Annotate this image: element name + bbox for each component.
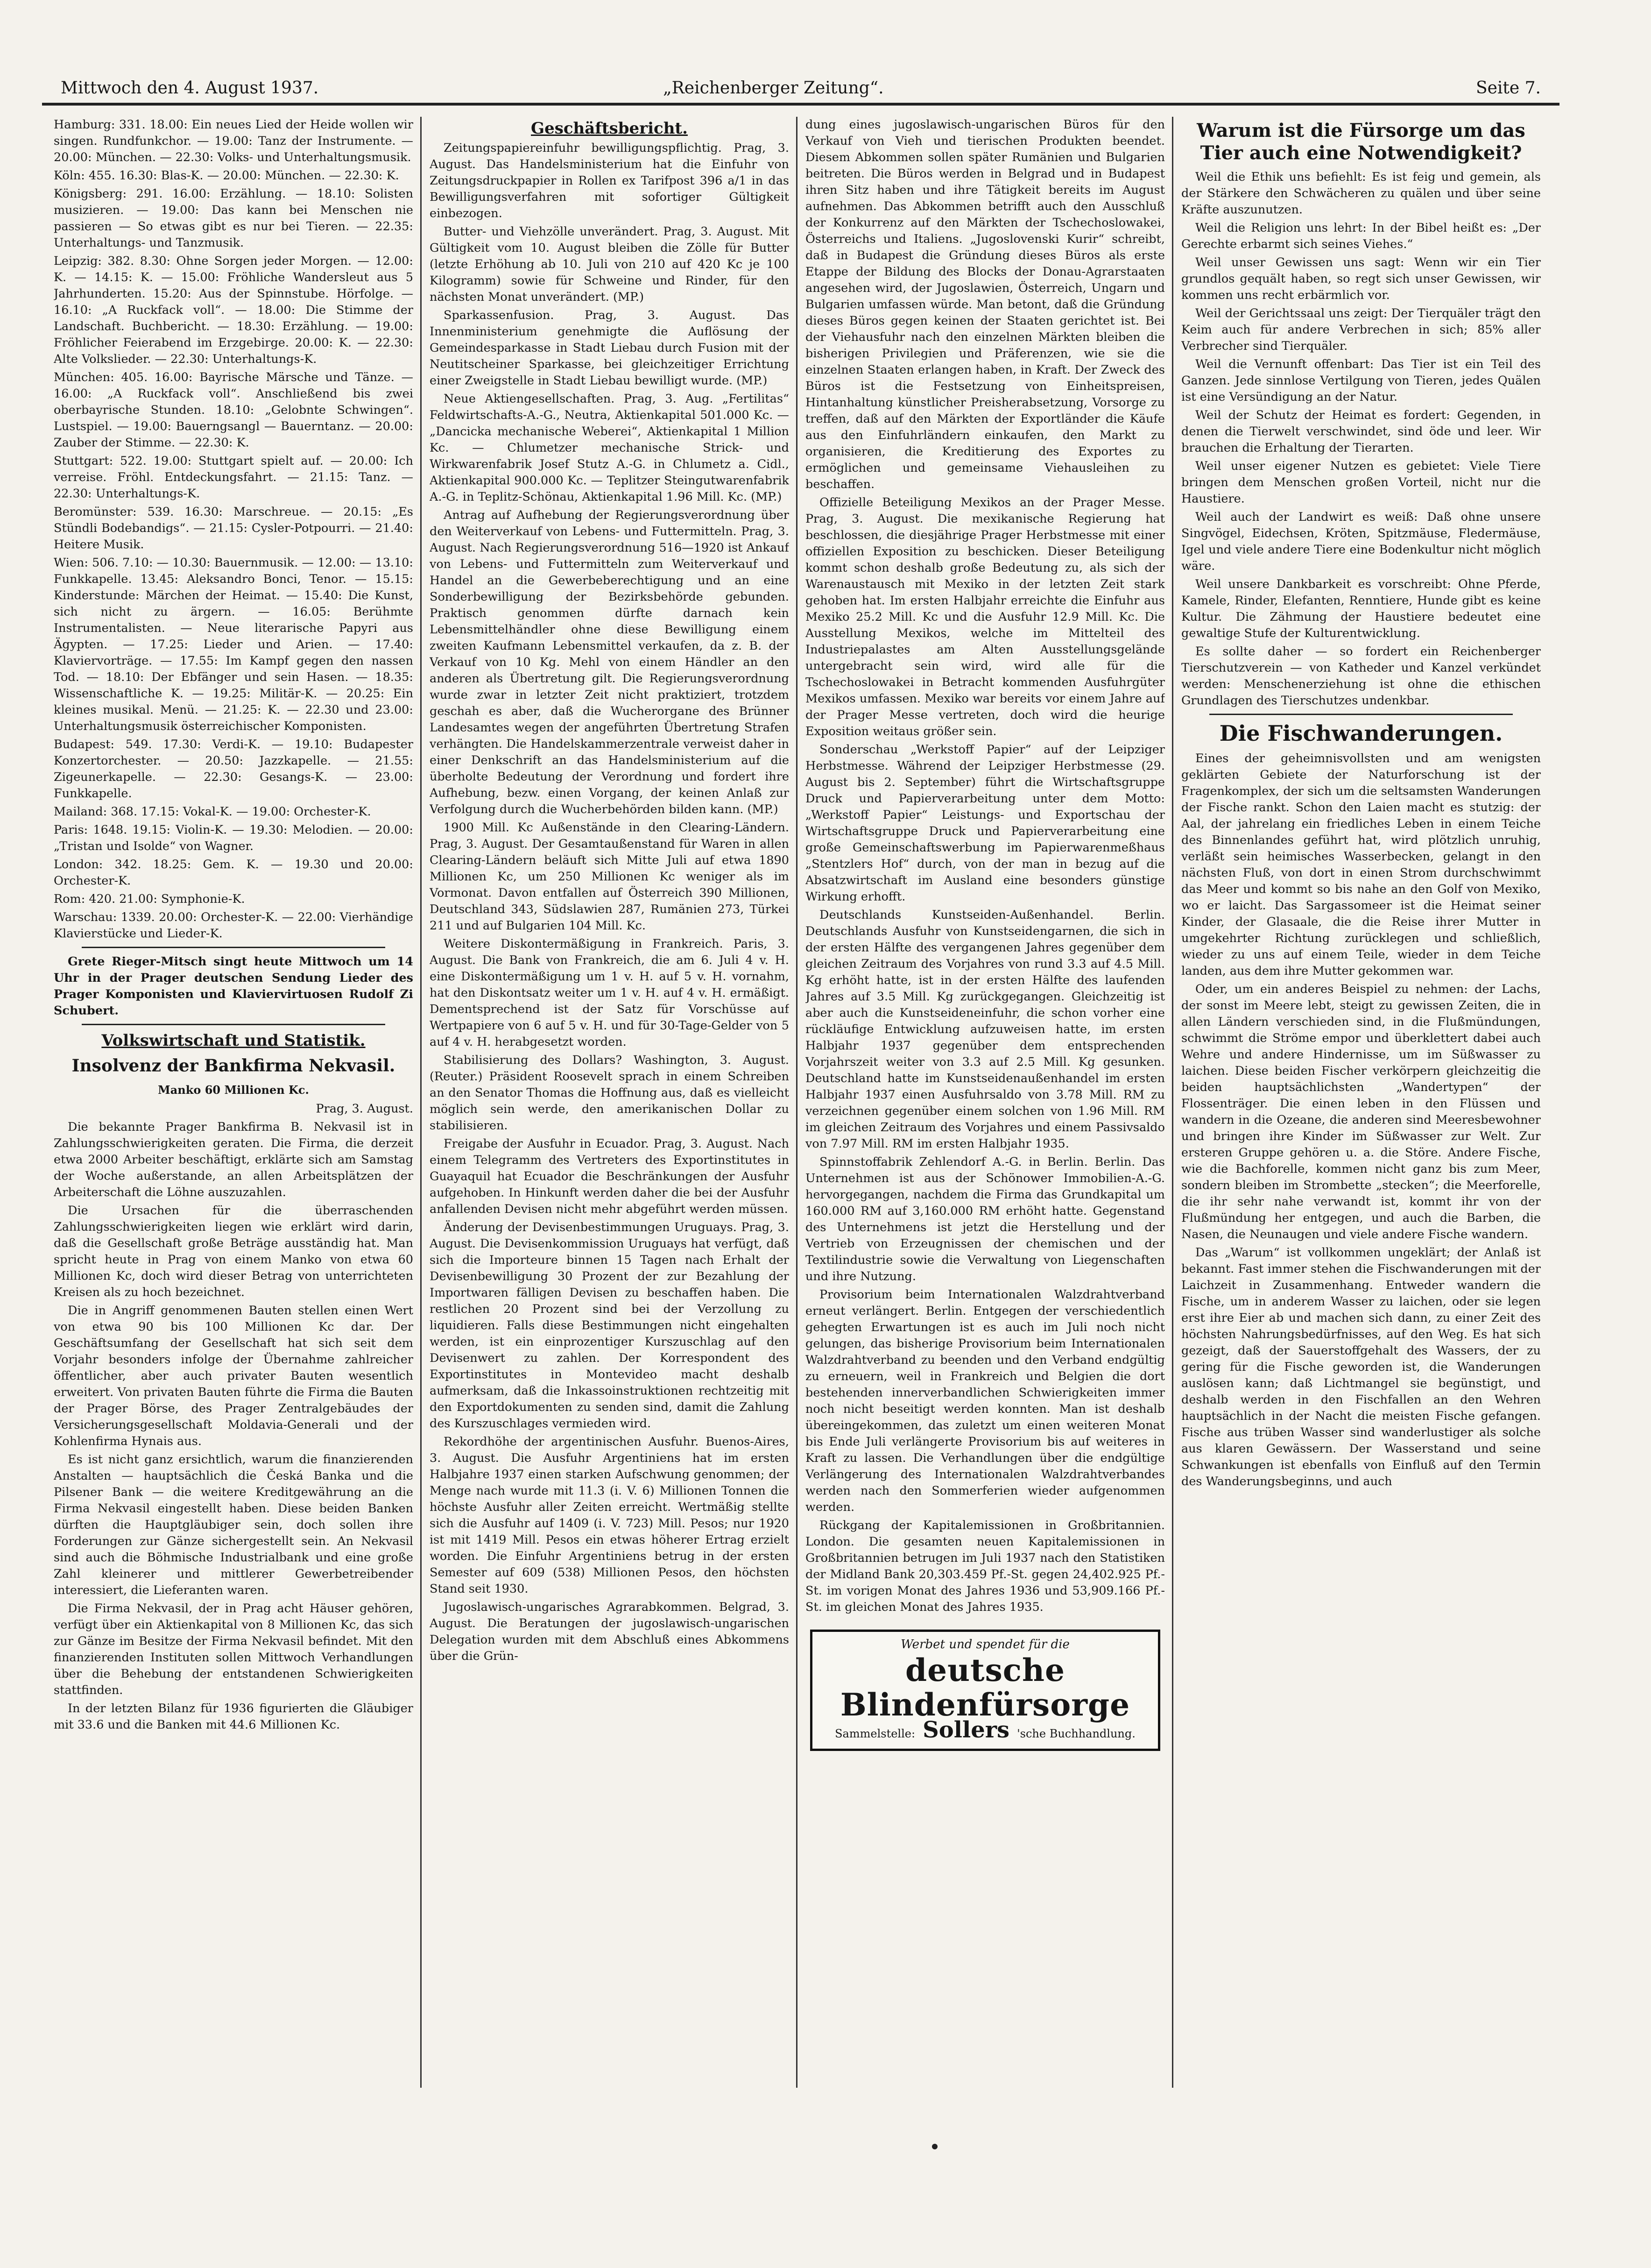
article-paragraph: Die Firma Nekvasil, der in Prag acht Häuser gehören, verfügt über ein Aktienkapital von 8 Millionen Kc, das sich zur Gänze im Besitze der Firma Nekvasil befindet. Mit den finanzierenden Instituten sollen Mittwoch Verhandlungen über die Behebung der entstandenen Schwierigkeiten stattfinden.	[54, 1602, 413, 1697]
column-radio-economy	[54, 117, 413, 2088]
section-title: Volkswirtschaft und Statistik.	[101, 1031, 366, 1050]
radio-entry: Leipzig: 382. 8.30: Ohne Sorgen jeder Morgen. — 12.00: K. — 14.15: K. — 15.00: Fröhliche Wandersleut aus 5 Jahrhunderten. 15.20: Aus der Spinnstube. Hörfolge. — 16.10: „A Ruckfack voll“. — 18.00: Die Stimme der Landschaft. Buchbericht. — 18.30: Erzählung. — 19.00: Fröhlicher Feierabend im Erzgebirge. 20.00: K. — 22.30: Alte Volkslieder. — 22.30: Unterhaltungs-K.	[54, 254, 413, 366]
article-paragraph: Weil unser eigener Nutzen es gebietet: Viele Tiere bringen dem Menschen großen Vorteil, nicht nur die Haustiere.	[1181, 459, 1541, 506]
news-item: Änderung der Devisenbestimmungen Uruguays. Prag, 3. August. Die Devisenkommission Uruguays hat verfügt, daß sich die Importeure binnen 15 Tagen nach Erhalt der Devisenbewilligung 30 Prozent der zur Bezahlung der Importwaren fälligen Devisen zu beschaffen haben. Die restlichen 20 Prozent sind bei der Verzollung zu liquidieren. Falls diese Bestimmungen nicht eingehalten werden, ist ein einprozentiger Kurszuschlag auf den Devisenwert zu zahlen. Der Korrespondent des Exportinstitutes in Montevideo macht deshalb aufmerksam, daß die Inkassoinstruktionen rechtzeitig mit den Exportdokumenten zu senden sind, damit die Zahlung des Kurszuschlages vermieden wird.	[430, 1220, 789, 1431]
column-divider	[796, 117, 797, 2088]
article-paragraph: Weil unser Gewissen uns sagt: Wenn wir ein Tier grundlos gequält haben, so regt sich unser Gewissen, wir kommen uns recht erbärmlich vor.	[1181, 255, 1541, 302]
masthead	[42, 75, 1559, 106]
page-mark-dot	[932, 2144, 938, 2149]
article-paragraph: Weil die Ethik uns befiehlt: Es ist feig und gemein, als der Stärkere den Schwächeren zu quälen und über seine Kräfte auszunutzen.	[1181, 170, 1541, 217]
ad-label: Sammelstelle:	[835, 1727, 916, 1740]
radio-entry: Königsberg: 291. 16.00: Erzählung. — 18.10: Solisten musizieren. — 19.00: Das kann bei Menschen nie passieren — So etwas gibt es nur bei Tieren. — 22.35: Unterhaltungs- und Tanzmusik.	[54, 187, 413, 250]
article-paragraph: In der letzten Bilanz für 1936 figurierten die Gläubiger mit 33.6 und die Banken mit 44.6 Millionen Kc.	[54, 1701, 413, 1732]
news-item: Offizielle Beteiligung Mexikos an der Prager Messe. Prag, 3. August. Die mexikanische Regierung hat beschlossen, die diesjährige Prager Herbstmesse mit einer offiziellen Exposition zu beschicken. Dieser Beteiligung kommt schon deshalb große Bedeutung zu, als sich der Warenaustausch mit Mexiko in der letzten Zeit stark gehoben hat. Im ersten Halbjahr erreichte die Einfuhr aus Mexiko 25.2 Mill. Kc und die Ausfuhr 12.9 Mill. Kc. Die Ausstellung Mexikos, welche im Mittelteil des Industriepalastes am Alten Ausstellungsgelände untergebracht sein wird, wird alle für die Tschechoslowakei in Betracht kommenden Ausfuhrgüter Mexikos umfassen. Mexiko war bereits vor einem Jahre auf der Prager Messe vertreten, doch wird die heurige Exposition weitaus größer sein.	[805, 496, 1165, 738]
ad-bookstore-name: Sollers	[923, 1717, 1010, 1743]
news-item: Freigabe der Ausfuhr in Ecuador. Prag, 3. August. Nach einem Telegramm des Vertreters des Exportinstitutes in Guayaquil hat Ecuador die Beschränkungen der Ausfuhr aufgehoben. In Hinkunft werden daher die bei der Ausfuhr anfallenden Devisen nicht mehr abgeführt werden müssen.	[430, 1137, 789, 1216]
column-business-continued	[805, 117, 1165, 2088]
article-paragraph: Weil auch der Landwirt es weiß: Daß ohne unsere Singvögel, Eidechsen, Kröten, Spitzmäuse, Fledermäuse, Igel und viele andere Tiere eine Bodenkultur nicht möglich wäre.	[1181, 510, 1541, 573]
section-title: Geschäftsbericht.	[531, 119, 688, 138]
radio-entry: Beromünster: 539. 16.30: Marschreue. — 20.15: „Es Stündli Bodebandigs“. — 21.15: Cysler-Potpourri. — 21.40: Heitere Musik.	[54, 505, 413, 552]
article-paragraph: Die Ursachen für die überraschenden Zahlungsschwierigkeiten liegen wie erklärt wird darin, daß die Gesellschaft große Beträge ausständig hat. Man spricht heute in Prag von einem Manko von etwa 60 Millionen Kc, doch wird dieser Betrag von unterrichteten Kreisen als zu hoch bezeichnet.	[54, 1204, 413, 1299]
article-paragraph: Die bekannte Prager Bankfirma B. Nekvasil ist in Zahlungsschwierigkeiten geraten. Die Firma, die derzeit etwa 2000 Arbeiter beschäftigt, erklärte sich am Samstag der Woche außerstande, an allen Arbeitsplätzen der Arbeiterschaft die Löhne auszuzahlen.	[54, 1120, 413, 1199]
news-item: Weitere Diskontermäßigung in Frankreich. Paris, 3. August. Die Bank von Frankreich, die am 6. Juli 4 v. H. eine Diskontermäßigung um 1 v. H. auf 5 v. H. vornahm, hat den Diskontsatz weiter um 1 v. H. auf 4 v. H. ermäßigt. Dementsprechend ist der Satz für Vorschüsse auf Wertpapiere von 6 auf 5 v. H. und für 30-Tage-Gelder von 5 auf 4 v. H. herabgesetzt worden.	[430, 937, 789, 1049]
radio-entry: Rom: 420. 21.00: Symphonie-K.	[54, 892, 245, 906]
ad-bottom-line	[818, 1717, 1152, 1743]
radio-entry: Mailand: 368. 17.15: Vokal-K. — 19.00: Orchester-K.	[54, 805, 371, 819]
news-item: Rekordhöhe der argentinischen Ausfuhr. Buenos-Aires, 3. August. Die Ausfuhr Argentiniens hat im ersten Halbjahre 1937 einen starken Aufschwung genommen; der Menge nach wurde mit 11.3 (i. V. 6) Millionen Tonnen die höchste Ausfuhr aller Zeiten erreicht. Wertmäßig stellte sich die Ausfuhr auf 1409 (i. V. 723) Mill. Pesos; nur 1920 ist mit 1419 Mill. Pesos ein etwas höherer Ertrag erzielt worden. Die Einfuhr Argentiniens betrug in der ersten Semester auf 609 (538) Millionen Pesos, den höchsten Stand seit 1930.	[430, 1435, 789, 1596]
article-paragraph: Weil der Gerichtssaal uns zeigt: Der Tierquäler trägt den Keim auch für andere Verbrechen in sich; 85% aller Verbrecher sind Tierquäler.	[1181, 306, 1541, 353]
article-paragraph: Die in Angriff genommenen Bauten stellen einen Wert von etwa 90 bis 100 Millionen Kc dar. Der Geschäftsumfang der Gesellschaft hat sich seit dem Vorjahr besonders infolge der Übernahme zahlreicher öffentlicher, aber auch privater Bauten wesentlich erweitert. Von privaten Bauten führte die Firma die Bauten der Prager Börse, des Prager Zentralgebäudes der Versicherungsgesellschaft Moldavia-Generali und der Kohlenfirma Hynais aus.	[54, 1304, 413, 1448]
radio-entry: München: 405. 16.00: Bayrische Märsche und Tänze. — 16.00: „A Ruckfack voll“. Anschließend bis zwei oberbayrische Stunden. 18.10: „Gelobnte Schwingen“. Lustspiel. — 19.00: Bauerngsangl — Bauerntanz. — 20.00: Zauber der Stimme. — 22.30: K.	[54, 370, 413, 450]
radio-entry: London: 342. 18.25: Gem. K. — 19.30 und 20.00: Orchester-K.	[54, 858, 413, 888]
radio-entry: Hamburg: 331. 18.00: Ein neues Lied der Heide wollen wir singen. Rundfunkchor. — 19.00: Tanz der Instrumente. — 20.00: München. — 22.30: Volks- und Unterhaltungsmusik.	[54, 118, 413, 164]
radio-program-list	[54, 117, 413, 942]
news-item: Provisorium beim Internationalen Walzdrahtverband erneut verlängert. Berlin. Entgegen der verschiedentlich gehegten Erwartungen ist es auch im Juli noch nicht gelungen, das bisherige Provisorium beim Internationalen Walzdrahtverband zu beenden und den Verband endgültig zu erneuern, weil in Frankreich und Belgien die dort bestehenden innerverbandlichen Schwierigkeiten immer noch nicht beseitigt werden konnten. Man ist deshalb übereingekommen, das zuletzt um einen weiteren Monat bis Ende Juli verlängerte Provisorium bis auf weiteres in Kraft zu lassen. Die Verhandlungen über die endgültige Verlängerung des Internationalen Walzdrahtverbandes werden nach den Sommerferien wieder aufgenommen werden.	[805, 1288, 1165, 1514]
radio-entry: Warschau: 1339. 20.00: Orchester-K. — 22.00: Vierhändige Klavierstücke und Lieder-K.	[54, 910, 413, 941]
radio-notice: Grete Rieger-Mitsch singt heute Mittwoch um 14 Uhr in der Prager deutschen Sendung Lieder des Prager Komponisten und Klaviervirtuosen Rudolf Zi Schubert.	[54, 955, 413, 1018]
masthead-page-number: Seite 7.	[1475, 78, 1541, 98]
news-item: Sonderschau „Werkstoff Papier“ auf der Leipziger Herbstmesse. Während der Leipziger Herbstmesse (29. August bis 2. September) führt die Wirtschaftsgruppe Druck und Papierverarbeitung unter dem Motto: „Werkstoff Papier“ Leistungs- und Exportschau der Wirtschaftsgruppe Druck und Papierverarbeitung eine große Gemeinschaftswerbung im Papierwarenmeßhaus „Stentzlers Hof“ durch, von der man in bezug auf die Absatzwirtschaft im Ausland eine besonders günstige Wirkung erhofft.	[805, 743, 1165, 904]
advertisement-blind-care	[810, 1630, 1160, 1751]
column-divider	[420, 117, 422, 2088]
newspaper-page	[42, 56, 1559, 2214]
news-item: dung eines jugoslawisch-ungarischen Büros für den Verkauf von Vieh und tierischen Produkten beendet. Diesem Abkommen sollen später Rumänien und Bulgarien beitreten. Die Büros werden in Belgrad und in Budapest ihren Sitz haben und ihre Tätigkeit bereits im August aufnehmen. Das Abkommen betrifft auch den Ausschluß der Konkurrenz auf den Märkten der Tschechoslowakei, Österreichs und Italiens. „Jugoslovenski Kurir“ schreibt, daß in Budapest die Gründung dieses Büros als erste Etappe der Bildung des Blocks der Donau-Agrarstaaten angesehen wird, der Jugoslawien, Österreich, Ungarn und Bulgarien umfassen würde. Man betont, daß die Gründung dieses Büros gegen keinen der Staaten gerichtet ist. Bei der Viehausfuhr nach den einzelnen Märkten bleiben die bisherigen Privilegien und Präferenzen, wie sie die einzelnen Staaten erlangen haben, in Kraft. Der Zweck des Büros ist die Festsetzung von Einheitspreisen, Hintanhaltung künstlicher Preisherabsetzung, Vorsorge zu treffen, daß auf den Märkten der Exportländer die Käufe aus den Einfuhrländern einkaufen, den Markt zu organisieren, die Kreditierung des Exportes zu ermöglichen und gemeinsame Viehausleihen zu beschaffen.	[805, 118, 1165, 491]
article-subhead: Manko 60 Millionen Kc.	[158, 1083, 309, 1097]
news-item: Rückgang der Kapitalemissionen in Großbritannien. London. Die gesamten neuen Kapitalemissionen in Großbritannien betrugen im Juli 1937 nach den Statistiken der Midland Bank 20,303.459 Pf.-St. gegen 24,402.925 Pf.-St. im vorigen Monat des Jahres 1936 und 53,909.166 Pf.-St. im gleichen Monat des Jahres 1935.	[805, 1518, 1165, 1614]
article-paragraph: Oder, um ein anderes Beispiel zu nehmen: der Lachs, der sonst im Meere lebt, steigt zu gewissen Zeiten, die in allen Ländern verschieden sind, in die Flußmündungen, schwimmt die Ströme empor und überklettert dabei auch Wehre und andere Hindernisse, um im Süßwasser zu laichen. Diese beiden Fischer verkörpern gleichzeitig die beiden hauptsächlichsten „Wandertypen“ der Flossenträger. Die einen leben in den Flüssen und wandern in die Ozeane, die anderen sind Meeresbewohner und bringen ihre Kinder im Süßwasser zur Welt. Zur ersteren Gruppe gehören u. a. die Störe. Andere Fische, wie die Bachforelle, kommen nicht ganz bis zum Meer, sondern bleiben im Strombette „stecken“; die Meerforelle, die ihr sehr nahe verwandt ist, kommt ihr von der Flußmündung her entgegen, und auch die Barben, die Nasen, die Neunaugen und viele andere Fische wandern.	[1181, 982, 1541, 1241]
article-headline: Warum ist die Fürsorge um das Tier auch eine Notwendigkeit?	[1197, 120, 1525, 164]
article-paragraph: Weil unsere Dankbarkeit es vorschreibt: Ohne Pferde, Kamele, Rinder, Elefanten, Renntiere, Hunde gibt es keine Kultur. Die Zähmung der Haustiere bedeutet eine gewaltige Stufe der Kulturentwicklung.	[1181, 577, 1541, 640]
radio-entry: Budapest: 549. 17.30: Verdi-K. — 19.10: Budapester Konzertorchester. — 20.50: Jazzkapelle. — 21.55: Zigeunerkapelle. — 22.30: Gesangs-K. — 23.00: Funkkapelle.	[54, 737, 413, 801]
masthead-date: Mittwoch den 4. August 1937.	[61, 78, 319, 98]
article-paragraph: Eines der geheimnisvollsten und am wenigsten geklärten Gebiete der Naturforschung ist der Fragenkomplex, der sich um die seltsamsten Wanderungen der Fische rankt. Schon den Laien macht es stutzig: der Aal, der jahrelang ein friedliches Leben in einem Teiche des Binnenlandes geführt hat, wird plötzlich unruhig, verläßt sein heimisches Wasserbecken, gelangt in den nächsten Fluß, von dort in einen Strom durchschwimmt das Meer und kommt so bis nahe an den Golf von Mexiko, wo er laicht. Das Sargassomeer ist die Heimat seiner Kinder, der Glasaale, die die Reise ihrer Mutter in umgekehrter Richtung zurücklegen und schließlich, wieder zu uns auf einem Teile, wieder in dem Teiche landen, aus dem ihre Mutter gekommen war.	[1181, 751, 1541, 978]
news-item: Butter- und Viehzölle unverändert. Prag, 3. August. Mit Gültigkeit vom 10. August bleiben die Zölle für Butter (letzte Erhöhung ab 10. Juli von 210 auf 420 Kc je 100 Kilogramm) sowie für Schweine und Rinder, für den nächsten Monat unverändert. (MP.)	[430, 225, 789, 304]
radio-entry: Wien: 506. 7.10: — 10.30: Bauernmusik. — 12.00: — 13.10: Funkkapelle. 13.45: Aleksandro Bonci, Tenor. — 15.15: Kinderstunde: Märchen der Heimat. — 15.40: Die Kunst, sich nicht zu ärgern. — 16.05: Berühmte Instrumentalisten. — Neue literarische Papyri aus Ägypten. — 17.25: Lieder und Arien. — 17.40: Klaviervorträge. — 17.55: Im Kampf gegen den nassen Tod. — 18.10: Der Ebfänger und sein Hasen. — 18.35: Wissenschaftliche K. — 19.25: Militär-K. — 20.25: Ein kleines musikal. Menü. — 21.25: K. — 22.30 und 23.00: Unterhaltungsmusik österreichischer Komponisten.	[54, 556, 413, 733]
column-animal-articles	[1181, 117, 1541, 2088]
article-paragraph: Es ist nicht ganz ersichtlich, warum die finanzierenden Anstalten — hauptsächlich die Česká Banka und die Pilsener Bank — die weitere Kreditgewährung an die Firma Nekvasil eingestellt haben. Diese beiden Banken dürften die Hauptgläubiger sein, doch sollen ihre Forderungen zur Gänze sichergestellt sein. An Nekvasil sind auch die Böhmische Industrialbank und eine große Zahl kleinerer und mittlerer Gewerbetreibender interessiert, die Lieferanten waren.	[54, 1453, 413, 1597]
column-business-report	[430, 117, 789, 2088]
masthead-title: „Reichenberger Zeitung“.	[663, 78, 884, 98]
divider	[1209, 714, 1513, 715]
radio-entry: Köln: 455. 16.30: Blas-K. — 20.00: München. — 22.30: K.	[54, 169, 399, 183]
article-dateline: Prag, 3. August.	[316, 1102, 413, 1116]
news-item: Neue Aktiengesellschaften. Prag, 3. Aug. „Fertilitas“ Feldwirtschafts-A.-G., Neutra, Aktienkapital 501.000 Kc. — „Dancicka mechanische Weberei“, Aktienkapital 1 Million Kc. — Chlumetzer mechanische Strick- und Wirkwarenfabrik Josef Stutz A.-G. in Chlumetz a. Cidl., Aktienkapital 900.000 Kc. — Teplitzer Steingutwarenfabrik A.-G. in Teplitz-Schönau, Aktienkapital 1.96 Mill. Kc. (MP.)	[430, 392, 789, 504]
article-headline: Die Fischwanderungen.	[1219, 721, 1503, 746]
ad-bookstore-suffix: 'sche Buchhandlung.	[1017, 1727, 1136, 1740]
news-item: Stabilisierung des Dollars? Washington, 3. August. (Reuter.) Präsident Roosevelt sprach in einem Schreiben an den Senator Thomas die Hoffnung aus, daß es vielleicht möglich sein werde, den amerikanischen Dollar zu stabilisieren.	[430, 1053, 789, 1133]
news-item: Antrag auf Aufhebung der Regierungsverordnung über den Weiterverkauf von Lebens- und Futtermitteln. Prag, 3. August. Nach Regierungsverordnung 516—1920 ist Ankauf von Lebens- und Futtermitteln zum Weiterverkauf und Handel an die Gewerbeberechtigung und an eine Sonderbewilligung der Bezirksbehörde gebunden. Praktisch genommen dürfte darnach kein Lebensmittelhändler ohne diese Bewilligung einem zweiten Kaufmann Lebensmittel verkaufen, da z. B. der Verkauf von 10 Kg. Mehl von einem Händler an den anderen als Übertretung gilt. Die Regierungsverordnung wurde zwar in letzter Zeit nicht praktiziert, trotzdem geschah es aber, daß die Wucherorgane des Brünner Landesamtes wegen der angeführten Übertretung Strafen verhängten. Die Handelskammerzentrale verweist daher in einer Denkschrift an das Handelsministerium auf die überholte Bedeutung der Verordnung und fordert ihre Aufhebung, bezw. einen Vorgang, der keinen Anlaß zur Verfolgung durch die Wucherbehörden bilden kann. (MP.)	[430, 508, 789, 816]
article-paragraph: Weil der Schutz der Heimat es fordert: Gegenden, in denen die Tierwelt verschwindet, sind öde und leer. Wir brauchen die Erhaltung der Tierarten.	[1181, 408, 1541, 455]
ad-top-line: Werbet und spendet für die	[901, 1637, 1070, 1651]
radio-entry: Paris: 1648. 19.15: Violin-K. — 19.30: Melodien. — 20.00: „Tristan und Isolde“ von Wagner.	[54, 823, 413, 853]
divider	[82, 1024, 385, 1025]
article-paragraph: Das „Warum“ ist vollkommen ungeklärt; der Anlaß ist bekannt. Fast immer stehen die Fischwanderungen mit der Laichzeit in Zusammenhang. Entweder wandern die Fische, um in anderem Wasser zu laichen, oder sie legen erst ihre Eier ab und machen sich dann, zu einer Zeit des höchsten Nahrungsbedürfnisses, auf den Weg. Es hat sich gezeigt, daß der Sauerstoffgehalt des Wassers, der zu gering für die Fische geworden ist, die Wanderungen auslösen kann; daß Lichtmangel sie begünstigt, und deshalb werden in den Fischfallen an den Wehren hauptsächlich in der Nacht die meisten Fische gefangen. Fische aus trüben Wasser sind wanderlustiger als solche aus klaren Gewässern. Der Wasserstand und seine Schwankungen ist ebenfalls von Einfluß auf den Termin des Wanderungsbeginns, und auch	[1181, 1246, 1541, 1488]
news-item: 1900 Mill. Kc Außenstände in den Clearing-Ländern. Prag, 3. August. Der Gesamtaußenstand für Waren in allen Clearing-Ländern beläuft sich Mitte Juli auf etwa 1890 Millionen Kc, um 250 Millionen Kc weniger als im Vormonat. Davon entfallen auf Österreich 390 Millionen, Deutschland 343, Südslawien 287, Rumänien 273, Türkei 211 und auf Bulgarien 104 Mill. Kc.	[430, 821, 789, 933]
column-divider	[1172, 117, 1173, 2088]
news-item: Zeitungspapiereinfuhr bewilligungspflichtig. Prag, 3. August. Das Handelsministerium hat die Einfuhr von Zeitungsdruckpapier in Rollen ex Tarifpost 396 a/1 in das Bewilligungsverfahren mit sofortiger Gültigkeit einbezogen.	[430, 141, 789, 220]
article-paragraph: Weil die Vernunft offenbart: Das Tier ist ein Teil des Ganzen. Jede sinnlose Vertilgung von Tieren, jedes Quälen ist eine Versündigung an der Natur.	[1181, 357, 1541, 404]
article-headline: Insolvenz der Bankfirma Nekvasil.	[71, 1056, 395, 1076]
news-item: Sparkassenfusion. Prag, 3. August. Das Innenministerium genehmigte die Auflösung der Gemeindesparkasse in Stadt Liebau durch Fusion mit der Neutitscheiner Sparkasse, bei gleichzeitiger Errichtung einer Zweigstelle in Stadt Liebau bewilligt wurde. (MP.)	[430, 308, 789, 388]
divider	[82, 947, 385, 948]
radio-entry: Stuttgart: 522. 19.00: Stuttgart spielt auf. — 20.00: Ich verreise. Fröhl. Entdeckungsfahrt. — 21.15: Tanz. — 22.30: Unterhaltungs-K.	[54, 454, 413, 501]
ad-headline: deutsche Blindenfürsorge	[840, 1652, 1130, 1723]
news-item: Deutschlands Kunstseiden-Außenhandel. Berlin. Deutschlands Ausfuhr von Kunstseidengarnen, die sich in der ersten Hälfte des vergangenen Jahres gegenüber dem gleichen Zeitraum des Vorjahres von rund 3.3 auf 4.5 Mill. Kg erhöht hatte, ist in der ersten Hälfte des laufenden Jahres auf 3.5 Mill. Kg zurückgegangen. Gleichzeitig ist aber auch die Kunstseideneinfuhr, die schon vorher eine rückläufige Entwicklung aufzuweisen hatte, im ersten Halbjahr 1937 gegenüber dem entsprechenden Vorjahrszeit weiter von 3.3 auf 2.5 Mill. Kg gesunken. Deutschland hatte im Kunstseidenaußenhandel im ersten Halbjahr 1937 einen Ausfuhrsaldo von 3.78 Mill. RM zu verzeichnen gegenüber einem solchen von 1.96 Mill. RM im gleichen Zeitraum des Vorjahres und einem Passivsaldo von 7.97 Mill. RM im ersten Halbjahr 1935.	[805, 908, 1165, 1151]
news-item: Jugoslawisch-ungarisches Agrarabkommen. Belgrad, 3. August. Die Beratungen der jugoslawisch-ungarischen Delegation wurden mit dem Abschluß eines Abkommens über die Grün-	[430, 1600, 789, 1663]
article-paragraph: Weil die Religion uns lehrt: In der Bibel heißt es: „Der Gerechte erbarmt sich seines Viehes.“	[1181, 221, 1541, 251]
article-paragraph: Es sollte daher — so fordert ein Reichenberger Tierschutzverein — von Katheder und Kanzel verkündet werden: Menschenerziehung ist ohne die ethischen Grundlagen des Tierschutzes undenkbar.	[1181, 645, 1541, 708]
news-item: Spinnstoffabrik Zehlendorf A.-G. in Berlin. Berlin. Das Unternehmen ist aus der Schönower Immobilien-A.-G. hervorgegangen, nachdem die Firma das Grundkapital um 160.000 RM auf 3,160.000 RM erhöht hatte. Gegenstand des Unternehmens ist jetzt die Herstellung und der Vertrieb von Erzeugnissen der chemischen und der Textilindustrie sowie die Verwaltung von Liegenschaften und ihre Nutzung.	[805, 1155, 1165, 1283]
